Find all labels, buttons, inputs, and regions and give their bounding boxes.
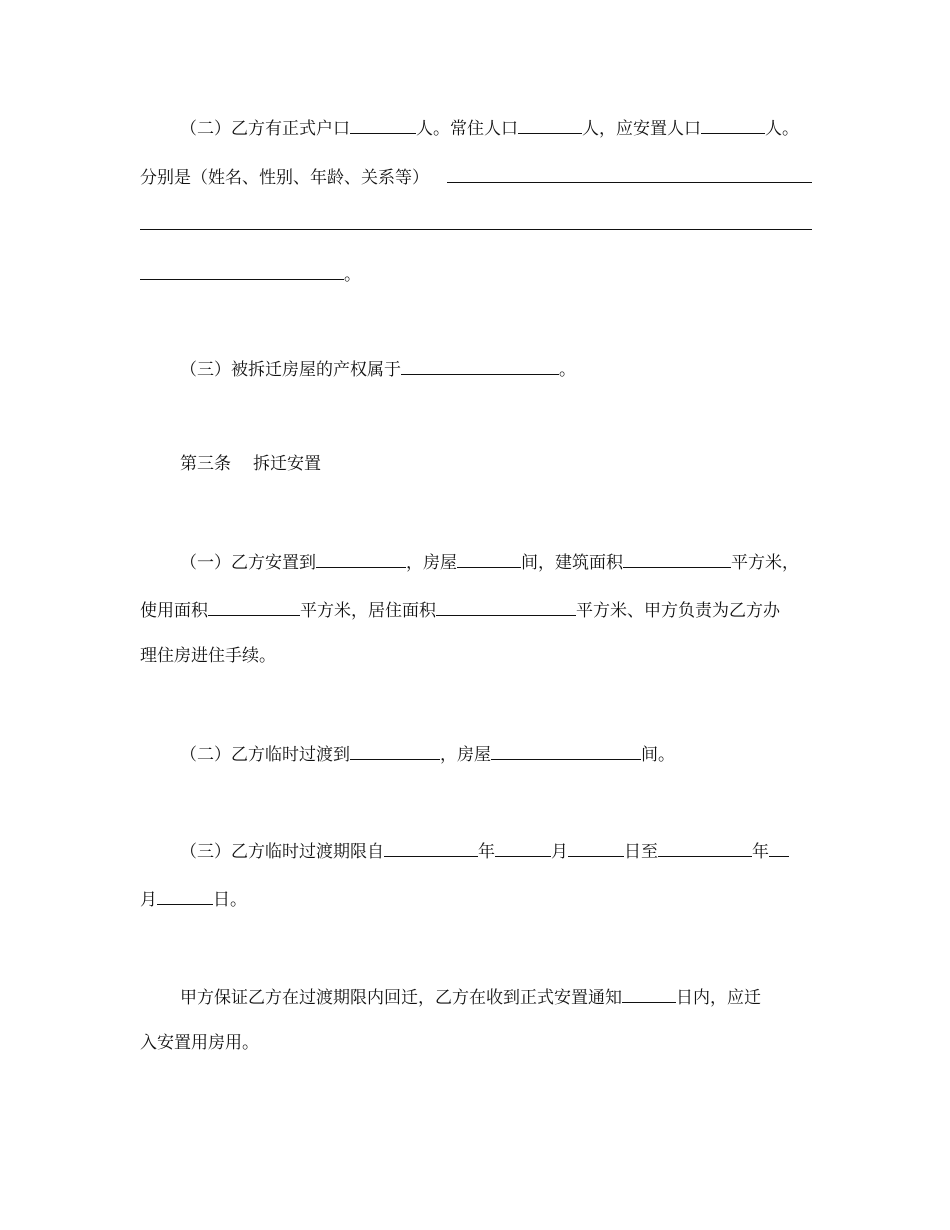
household-line-4 xyxy=(140,261,812,286)
ownership-blank[interactable] xyxy=(401,356,559,375)
building-area-unit: 平方米， xyxy=(731,553,799,573)
start-year-label: 年 xyxy=(478,842,495,862)
placement-house-label: ，房屋 xyxy=(406,553,457,573)
start-day-blank[interactable] xyxy=(568,838,624,857)
living-area-blank[interactable] xyxy=(436,597,576,616)
end-day-blank[interactable] xyxy=(157,886,213,905)
household-details-rule[interactable] xyxy=(140,229,812,230)
end-year-blank[interactable] xyxy=(658,838,752,857)
transition-line xyxy=(180,741,812,766)
usable-area-blank[interactable] xyxy=(208,597,300,616)
end-year-label: 年 xyxy=(752,842,769,862)
registered-count-blank[interactable] xyxy=(350,115,416,134)
ownership-end-mark: 。 xyxy=(559,360,576,380)
household-unit-3: 人。 xyxy=(765,119,799,139)
return-line-2 xyxy=(140,1032,812,1054)
placement-location-blank[interactable] xyxy=(316,549,406,568)
article3-number: 第三条 xyxy=(180,454,231,474)
placement-prefix: （一）乙方安置到 xyxy=(180,553,316,573)
household-details-blank-end[interactable] xyxy=(140,261,344,280)
placement-procedure-text: 理住房进住手续。 xyxy=(140,646,276,666)
transition-rooms-unit: 间。 xyxy=(641,745,675,765)
usable-area-label: 使用面积 xyxy=(140,601,208,621)
transition-prefix: （二）乙方临时过渡到 xyxy=(180,745,350,765)
household-prefix: （二）乙方有正式户口 xyxy=(180,119,350,139)
placement-rooms-blank[interactable] xyxy=(457,549,521,568)
period-line-2 xyxy=(140,886,812,911)
placement-area-label: 间，建筑面积 xyxy=(521,553,623,573)
household-line-2 xyxy=(140,164,812,189)
placement-line-1 xyxy=(180,549,812,574)
return-line-1 xyxy=(180,984,812,1009)
notice-days-blank[interactable] xyxy=(622,984,676,1003)
start-month-label: 月 xyxy=(551,842,568,862)
household-unit-2: 人，应安置人口 xyxy=(582,119,701,139)
return-prefix: 甲方保证乙方在过渡期限内回迁，乙方在收到正式安置通知 xyxy=(180,988,622,1008)
start-day-label: 日至 xyxy=(624,842,658,862)
period-line-1 xyxy=(180,838,812,863)
ownership-prefix: （三）被拆迁房屋的产权属于 xyxy=(180,360,401,380)
ownership-line xyxy=(180,356,812,381)
building-area-blank[interactable] xyxy=(623,549,731,568)
placement-line-3 xyxy=(140,645,812,667)
placement-line-2-suffix: 平方米、甲方负责为乙方办 xyxy=(576,601,780,621)
end-day-label: 日。 xyxy=(213,890,247,910)
end-month-blank-start[interactable] xyxy=(769,838,789,857)
household-line-1 xyxy=(180,115,812,140)
living-area-label: 平方米，居住面积 xyxy=(300,601,436,621)
household-details-label: 分别是（姓名、性别、年龄、关系等） xyxy=(140,168,429,188)
return-suffix: 日内，应迁 xyxy=(676,988,761,1008)
end-month-label: 月 xyxy=(140,890,157,910)
article3-title: 拆迁安置 xyxy=(253,454,321,474)
start-year-blank[interactable] xyxy=(384,838,478,857)
resettle-count-blank[interactable] xyxy=(701,115,765,134)
article3-heading xyxy=(180,453,812,475)
return-move-in-text: 入安置用房用。 xyxy=(140,1033,259,1053)
household-end-mark: 。 xyxy=(344,265,361,285)
placement-line-2 xyxy=(140,597,812,622)
resident-count-blank[interactable] xyxy=(518,115,582,134)
transition-rooms-blank[interactable] xyxy=(491,741,641,760)
period-prefix: （三）乙方临时过渡期限自 xyxy=(180,842,384,862)
transition-location-blank[interactable] xyxy=(350,741,440,760)
transition-house-label: ，房屋 xyxy=(440,745,491,765)
household-unit-1: 人。常住人口 xyxy=(416,119,518,139)
household-details-blank[interactable] xyxy=(447,164,812,183)
start-month-blank[interactable] xyxy=(495,838,551,857)
